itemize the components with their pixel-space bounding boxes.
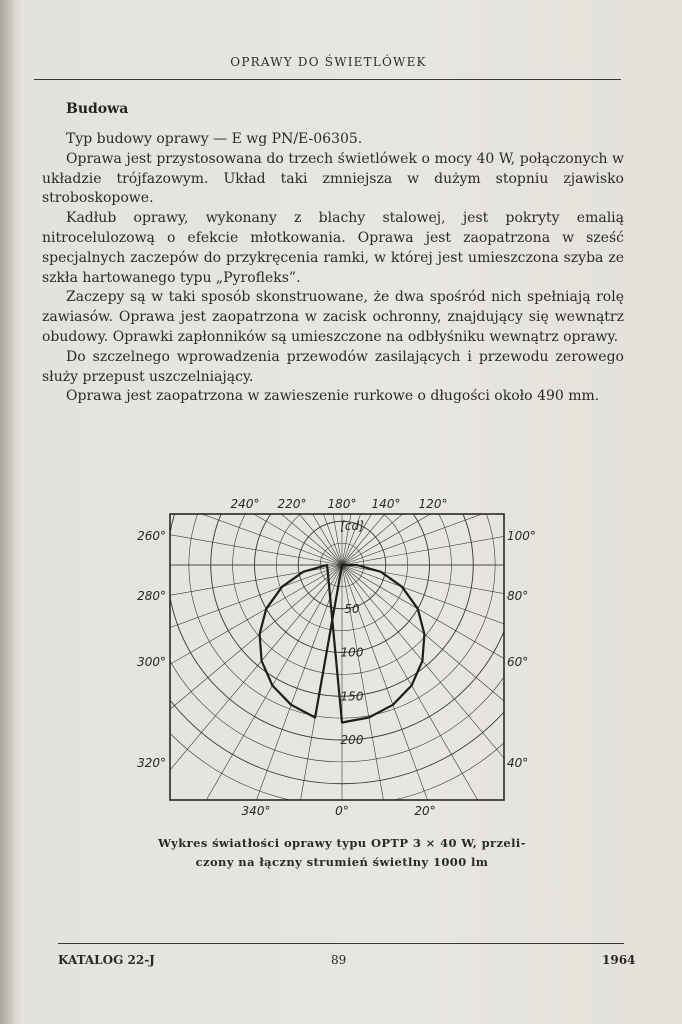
grid-radial-line	[342, 565, 542, 825]
grid-radial-line	[205, 490, 342, 565]
angle-tick-label: 240°	[230, 497, 260, 511]
angle-tick-label: 80°	[507, 589, 529, 603]
paragraph-3: Kadłub oprawy, wykonany z blachy stalowej, jest pokryty emalią nitrocelulozową o efekcie młotkowania. Oprawa jest zaopatrzona w sześć specjalnych zaczepów do przykręcenia ramki, w której jest umieszczona szyba ze szkła hartowanego typu „Pyrofleks”.	[42, 210, 624, 286]
grid-radial-line	[342, 565, 550, 702]
radial-value-label: 150	[340, 689, 364, 704]
section-title: Budowa	[66, 101, 129, 117]
grid-radial-line	[142, 565, 342, 825]
angle-tick-label: 300°	[137, 655, 166, 669]
angle-tick-label: 320°	[137, 756, 166, 770]
angle-tick-label: 100°	[507, 529, 536, 543]
grid-radial-line	[130, 565, 342, 825]
angle-tick-label: 340°	[241, 804, 271, 818]
angle-tick-label: 0°	[335, 804, 349, 818]
radial-value-label: 50	[344, 601, 360, 616]
polar-intensity-diagram	[130, 490, 550, 825]
caption-line-1: Wykres światłości oprawy typu OPTP 3 × 40 W, przeli-	[158, 836, 526, 850]
figure-caption	[138, 834, 546, 872]
angle-tick-label: 60°	[507, 655, 529, 669]
angle-tick-label: 260°	[137, 529, 166, 543]
angle-tick-label: 20°	[414, 804, 436, 818]
footer-rule	[58, 943, 624, 944]
angle-tick-label: 140°	[371, 497, 401, 511]
header-rule	[34, 79, 621, 80]
grid-radial-line	[130, 565, 342, 702]
angle-tick-label: 280°	[137, 589, 166, 603]
paragraph-5: Do szczelnego wprowadzenia przewodów zasilających i przewodu zerowego służy przepust uszczelniający.	[42, 348, 624, 385]
paragraph-6: Oprawa jest zaopatrzona w zawieszenie rurkowe o długości około 490 mm.	[66, 388, 600, 405]
footer-catalog: KATALOG 22-J	[58, 953, 155, 967]
body-text	[42, 130, 624, 407]
angle-tick-label: 40°	[507, 756, 529, 770]
book-spine-shadow	[0, 0, 14, 1024]
paragraph-1: Typ budowy oprawy — E wg PN/E-06305.	[66, 131, 363, 147]
unit-label: [cd]	[340, 519, 364, 533]
radial-value-label: 200	[340, 733, 364, 747]
paragraph-2: Oprawa jest przystosowana do trzech świetlówek o mocy 40 W, połączonych w układzie trójfazowym. Układ taki zmniejsza w dużym stopniu zjawisko stroboskopowe.	[42, 150, 624, 207]
angle-tick-label: 220°	[277, 497, 307, 511]
grid-radial-line	[342, 565, 550, 822]
running-head: OPRAWY DO ŚWIETLÓWEK	[230, 55, 427, 69]
angle-tick-label: 180°	[327, 497, 357, 511]
grid-radial-line	[342, 565, 550, 825]
radial-value-label: 100	[340, 645, 364, 660]
paragraph-4: Zaczepy są w taki sposób skonstruowane, że dwa spośród nich spełniają rolę zawiasów. Oprawa jest zaopatrzona w zacisk ochronny, znajdujący się wewnątrz obudowy. Oprawki zapłonników są umieszczone na odbłyśniku wewnątrz oprawy.	[42, 289, 624, 345]
polar-chart-svg	[130, 490, 550, 825]
page-number: 89	[331, 953, 347, 967]
angle-tick-label: 120°	[418, 497, 448, 511]
caption-line-2: czony na łączny strumień świetlny 1000 lm	[195, 855, 489, 869]
footer-year: 1964	[602, 953, 636, 967]
